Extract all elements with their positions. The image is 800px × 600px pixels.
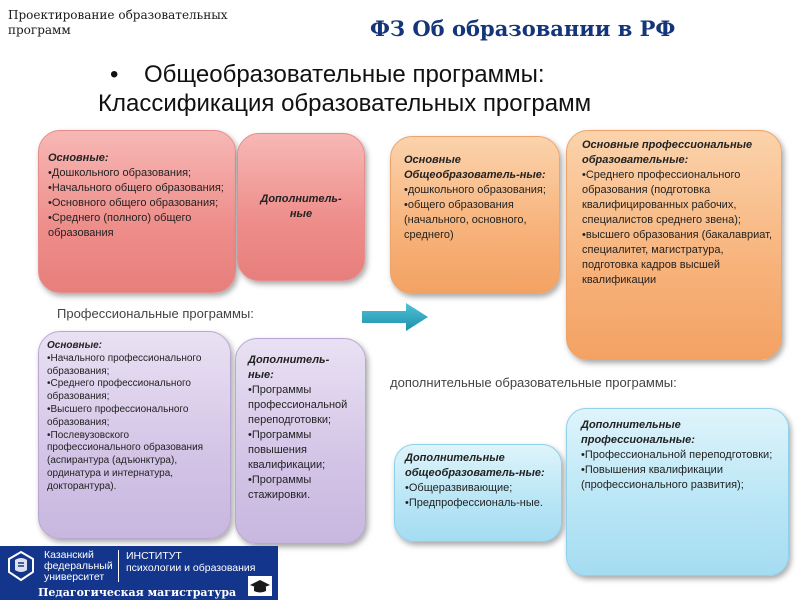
list-item: •Профессиональной переподготовки;	[581, 449, 773, 461]
university-emblem-icon	[6, 550, 36, 582]
footer-university-name: Казанский федеральный университет	[44, 549, 113, 583]
card-heading: Дополнитель- ные	[260, 193, 342, 220]
card-list	[405, 481, 555, 511]
heading-line-1: Общеобразовательные программы:	[144, 61, 545, 88]
list-item: •Дошкольного образования;	[48, 167, 192, 179]
card-list	[248, 383, 359, 503]
list-item: •Начального общего образования;	[48, 182, 224, 194]
heading-line-2: Классификация образовательных программ	[98, 90, 592, 117]
list-item: •высшего образования (бакалавриат, специалитет, магистратура, подготовка кадров высшей квалификации	[582, 229, 773, 286]
list-item: •Послевузовского профессионального образования (аспирантура (адъюнктура), ординатура и интернатура, докторантура).	[47, 429, 204, 492]
list-item: •Среднего профессионального образования (подготовка квалифицированных рабочих, специалистов среднего звена);	[582, 169, 741, 226]
list-item: •дошкольного образования;	[404, 184, 546, 196]
list-item: •Среднего профессионального образования;	[47, 378, 191, 403]
card-heading: Основные Общеобразователь-ные:	[404, 154, 546, 181]
section-label-professional: Профессиональные программы:	[57, 306, 254, 321]
card-list	[404, 183, 551, 243]
list-item: •Высшего профессионального образования;	[47, 403, 189, 428]
card-list	[581, 448, 780, 493]
card-heading: Основные профессиональные образовательные:	[582, 139, 753, 166]
card-list	[47, 353, 224, 494]
card-additional-professional	[566, 408, 789, 576]
list-item: •Программы профессиональной переподготовки;	[248, 384, 348, 426]
list-item: •общего образования (начального, основного, среднего)	[404, 199, 527, 241]
card-list	[48, 166, 227, 241]
card-heading: Дополнительные профессиональные:	[581, 419, 695, 446]
card-professional-programs	[566, 130, 782, 360]
card-heading: Основные:	[47, 340, 102, 351]
card-professional-additional	[235, 338, 366, 544]
card-heading: Дополнитель- ные:	[248, 354, 330, 381]
list-item: •Общеразвивающие;	[405, 482, 513, 494]
graduation-cap-icon	[248, 576, 272, 596]
list-item: •Повышения квалификации (профессионального развития);	[581, 464, 744, 491]
list-item: •Предпрофессиональ-ные.	[405, 497, 543, 509]
section-label-additional: дополнительные образовательные программы:	[390, 375, 677, 390]
card-additional-general	[394, 444, 562, 542]
list-item: •Основного общего образования;	[48, 197, 219, 209]
list-item: •Программы стажировки.	[248, 474, 312, 501]
footer-program-name: Педагогическая магистратура	[38, 586, 237, 599]
card-general-programs	[390, 136, 560, 294]
card-heading: Дополнительные общеобразователь-ные:	[405, 452, 545, 479]
list-item: •Начального профессионального образования;	[47, 352, 202, 377]
card-professional-main	[38, 331, 231, 539]
heading-bullet: •	[110, 61, 119, 88]
footer-banner	[0, 546, 278, 600]
card-general-additional	[237, 133, 365, 281]
card-list	[582, 168, 773, 288]
card-heading: Основные:	[48, 152, 109, 164]
presentation-topic: Проектирование образовательных программ	[8, 8, 228, 37]
list-item: •Программы повышения квалификации;	[248, 429, 326, 471]
slide-title: ФЗ Об образовании в РФ	[370, 16, 676, 41]
footer-institute-name: ИНСТИТУТ психологии и образования	[126, 550, 256, 574]
card-general-main	[38, 130, 236, 293]
list-item: •Среднего (полного) общего образования	[48, 212, 192, 239]
footer-divider	[118, 550, 119, 582]
right-arrow-icon	[362, 303, 428, 331]
